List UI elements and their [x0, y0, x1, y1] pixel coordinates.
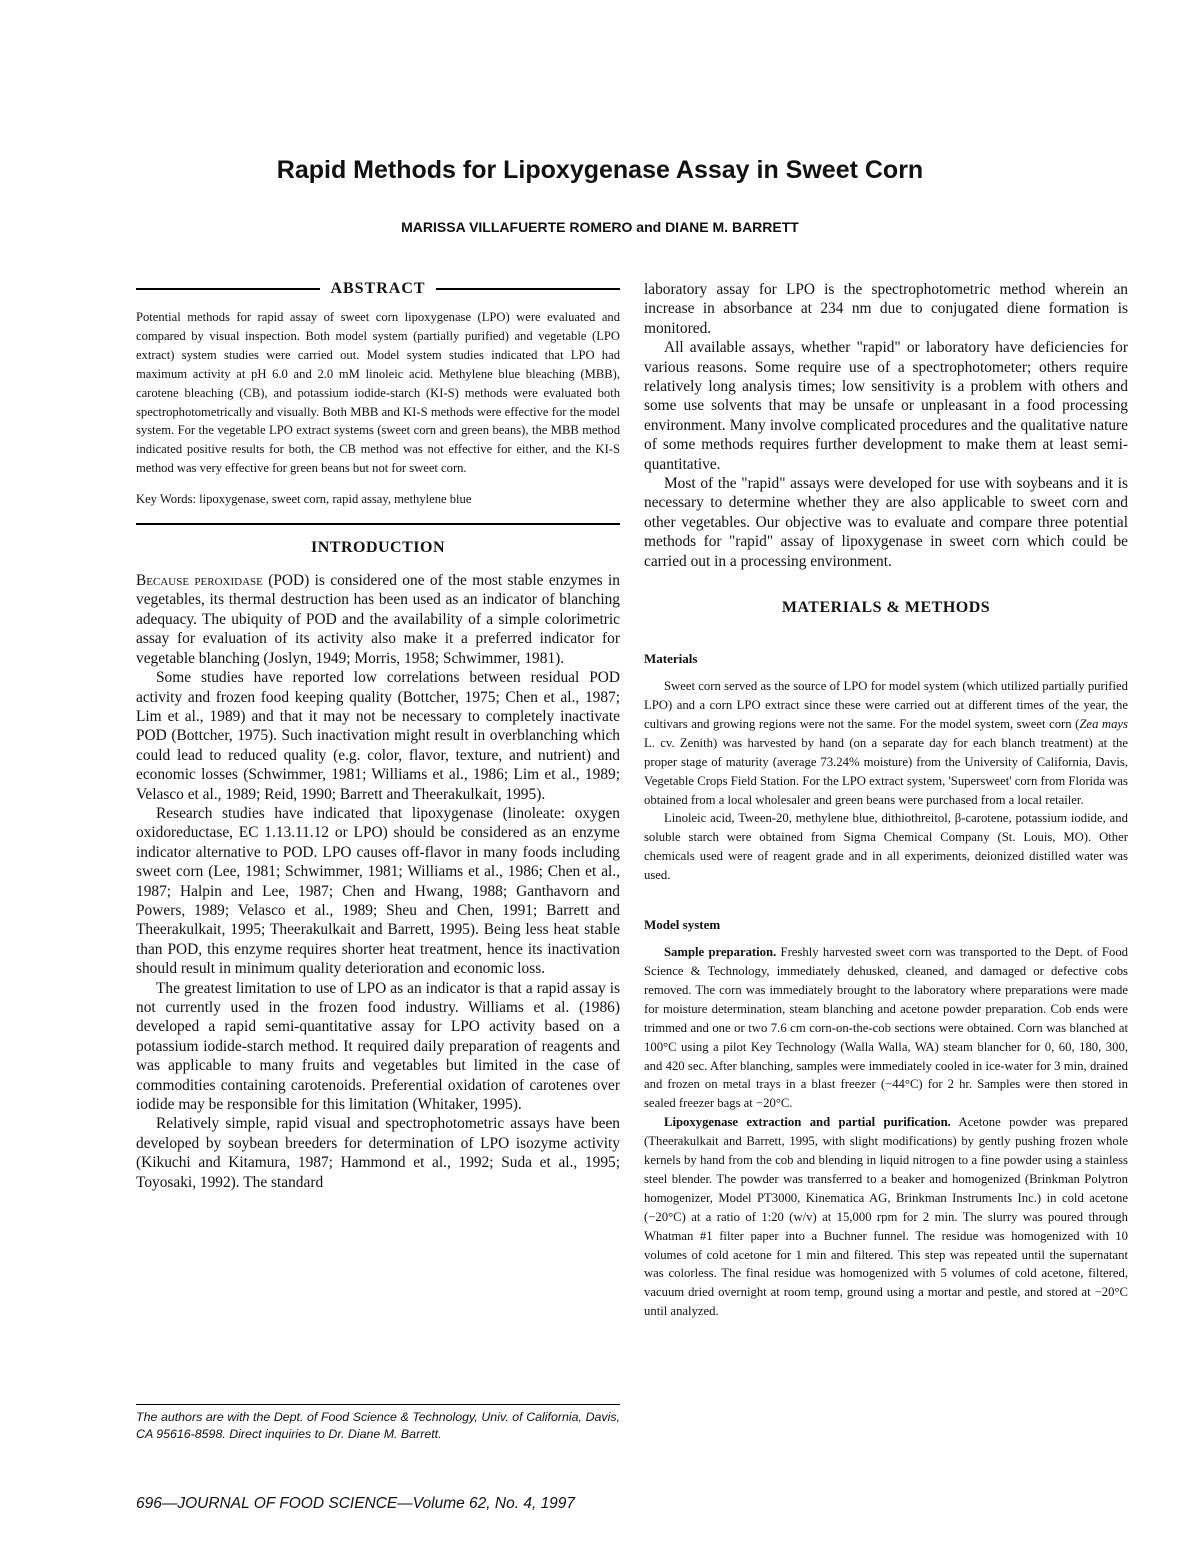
intro-paragraph-text: (POD) is considered one of the most stable enzymes in vegetables, its thermal destruction has been used as an indicator of blanching adequacy. The ubiquity of POD and the availability of a simple colorimetric assay for evaluation of its activity also make it a preferred indicator for vegetable blanching (Joslyn, 1949; Morris, 1958; Schwimmer, 1981).	[136, 572, 620, 667]
model-system-subheading: Model system	[644, 917, 721, 933]
divider	[136, 288, 320, 290]
materials-subheading: Materials	[644, 651, 698, 667]
materials-methods-heading: MATERIALS & METHODS	[781, 599, 991, 617]
intro-paragraph	[136, 571, 620, 668]
abstract-text: Potential methods for rapid assay of sweet corn lipoxygenase (LPO) were evaluated and compared by visual inspection. Both model system (partially purified) and vegetable (LPO extract) system studies were carried out. Model system studies indicated that LPO had maximum activity at pH 6.0 and 2.0 mM linoleic acid. Methylene blue bleaching (MBB), carotene bleaching (CB), and potassium iodide-starch (KI-S) methods were evaluated both spectrophotometrically and visually. Both MBB and KI-S methods were effective for the model system. For the vegetable LPO extract systems (sweet corn and green beans), the MBB method indicated positive results for both, the CB method was not effective for either, and the KI-S method was very effective for green beans but not for sweet corn.	[136, 310, 620, 476]
materials-body	[644, 677, 1128, 885]
page-footer: 696—JOURNAL OF FOOD SCIENCE—Volume 62, No. 4, 1997	[136, 1495, 576, 1512]
intro-paragraph: Relatively simple, rapid visual and spectrophotometric assays have been developed by soybean breeders for determination of LPO isozyme activity (Kikuchi and Kitamura, 1987; Hammond et al., 1992; Suda et al., 1995; Toyosaki, 1992). The standard	[136, 1115, 620, 1191]
intro-paragraph: All available assays, whether "rapid" or laboratory have deficiencies for various reasons. Some require use of a spectrophotometer; others require relatively long analysis times; low sensitivity is a problem with others and some use solvents that may be unsafe or unpleasant in a food processing environment. Many involve complicated procedures and the qualitative nature of some methods requires further development to make them at least semi-quantitative.	[644, 339, 1128, 473]
materials-paragraph	[644, 677, 1128, 809]
methods-paragraph	[644, 943, 1128, 1113]
materials-text: Sweet corn served as the source of LPO for model system (which utilized partially purified LPO) and a corn LPO extract since these were carried out at different times of the year, the cultivars and growing regions were not the same. For the model system, sweet corn (	[644, 679, 1128, 731]
species-name: Zea mays	[1079, 716, 1128, 731]
intro-paragraph: Research studies have indicated that lipoxygenase (linoleate: oxygen oxidoreductase, EC 1.13.11.12 or LPO) should be considered as an enzyme indicator alternative to POD. LPO causes off-flavor in many foods including sweet corn (Lee, 1981; Schwimmer, 1981; Williams et al., 1986; Chen et al., 1987; Halpin and Lee, 1987; Chen and Hwang, 1988; Ganthavorn and Powers, 1989; Velasco et al., 1989; Sheu and Chen, 1991; Barrett and Theerakulkait, 1995; Theerakulkait and Barrett, 1995). Being less heat stable than POD, this enzyme requires shorter heat treatment, hence its inactivation should result in minimum quality deterioration and economic loss.	[136, 804, 620, 978]
page-title: Rapid Methods for Lipoxygenase Assay in Sweet Corn	[276, 156, 924, 184]
intro-paragraph: Some studies have reported low correlations between residual POD activity and frozen food keeping quality (Bottcher, 1975; Chen et al., 1987; Lim et al., 1989) and that it may not be necessary to completely inactivate POD (Bottcher, 1975). Such inactivation might result in overblanching which could lead to reduced quality (e.g. color, flavor, texture, and nutrient) and economic losses (Schwimmer, 1981; Williams et al., 1986; Lim et al., 1989; Velasco et al., 1989; Reid, 1990; Barrett and Theerakulkait, 1995).	[136, 669, 620, 803]
divider	[136, 1404, 620, 1405]
materials-text: L. cv. Zenith) was harvested by hand (on a separate day for each blanch treatment) at the proper stage of maturity (average 73.24% moisture) from the University of California, Davis, Vegetable Crops Field Station. For the LPO extract system, 'Supersweet' corn from Florida was obtained from a local wholesaler and green beans were purchased from a local retailer.	[644, 735, 1128, 807]
intro-paragraph: The greatest limitation to use of LPO as an indicator is that a rapid assay is not currently used in the frozen food industry. Williams et al. (1986) developed a rapid semi-quantitative assay for LPO activity based on a potassium iodide-starch method. It required daily preparation of reagents and was applicable to many fruits and vegetables but limited in the case of commodities containing carotenoids. Preferential oxidation of carotenes over iodide may be responsible for this limitation (Whitaker, 1995).	[136, 979, 620, 1114]
methods-text: Acetone powder was prepared (Theerakulkait and Barrett, 1995, with slight modifications) by gently pushing frozen whole kernels by hand from the cob and blending in liquid nitrogen to a fine powder using a stainless steel blender. The powder was transferred to a beaker and homogenized (Brinkman Polytron homogenizer, Model PT3000, Kinematica AG, Brinkman Instruments Inc.) in cold acetone (−20°C) at a ratio of 1:20 (w/v) at 15,000 rpm for 2 min. The slurry was poured through Whatman #1 filter paper into a Buchner funnel. The residue was homogenized with 10 volumes of cold acetone for 1 min and filtered. This step was repeated until the supernatant was colorless. The final residue was homogenized with 5 volumes of cold acetone, filtered, vacuum dried overnight at room temp, ground using a mortar and pestle, and stored at −20°C until analyzed.	[644, 1115, 1128, 1319]
divider	[136, 523, 620, 525]
intro-paragraph: Most of the "rapid" assays were developed for use with soybeans and it is necessary to determine whether they are also applicable to sweet corn and other vegetables. Our objective was to evaluate and compare three potential methods for "rapid" assay of lipoxygenase in sweet corn which could be carried out in a processing environment.	[644, 475, 1128, 570]
materials-paragraph: Linoleic acid, Tween-20, methylene blue, dithiothreitol, β-carotene, potassium iodide, and soluble starch were obtained from Sigma Chemical Company (St. Louis, MO). Other chemicals used were of reagent grade and in all experiments, deionized distilled water was used.	[644, 811, 1128, 883]
right-column	[644, 280, 1128, 1321]
methods-paragraph	[644, 1113, 1128, 1321]
introduction-body	[136, 571, 620, 1192]
lead-smallcaps: Because peroxidase	[136, 572, 263, 590]
abstract-heading: ABSTRACT	[330, 280, 426, 297]
author-list: MARISSA VILLAFUERTE ROMERO and DIANE M. BARRETT	[401, 219, 799, 235]
intro-continued	[644, 280, 1128, 571]
abstract-heading-bar	[136, 280, 620, 298]
intro-paragraph: laboratory assay for LPO is the spectrophotometric method wherein an increase in absorbance at 234 nm due to conjugated diene formation is monitored.	[644, 281, 1128, 337]
divider	[436, 288, 620, 290]
keywords: Key Words: lipoxygenase, sweet corn, rapid assay, methylene blue	[136, 492, 472, 507]
left-column	[136, 280, 620, 1192]
methods-text: Freshly harvested sweet corn was transported to the Dept. of Food Science & Technology, immediately dehusked, cleaned, and damaged or defective cobs removed. The corn was immediately brought to the laboratory where preparations were made for moisture determination, steam blanching and acetone powder preparation. Cob ends were trimmed and one or two 7.6 cm corn-on-the-cob sections were obtained. Corn was blanched at 100°C using a pilot Key Technology (Walla Walla, WA) steam blancher for 0, 60, 180, 300, and 420 sec. After blanching, samples were immediately cooled in ice-water for 3 min, drained and frozen on metal trays in a blast freezer (−44°C) for 2 hr. Samples were then stored in sealed freezer bags at −20°C.	[644, 945, 1129, 1111]
introduction-heading: INTRODUCTION	[310, 539, 445, 557]
author-affiliation-footnote: The authors are with the Dept. of Food Science & Technology, Univ. of California, Davis, CA 95616-8598. Direct inquiries to Dr. Diane M. Barrett.	[136, 1410, 620, 1441]
abstract	[136, 308, 620, 509]
model-system-body	[644, 943, 1128, 1321]
run-in-heading: Lipoxygenase extraction and partial purification.	[664, 1115, 951, 1130]
run-in-heading: Sample preparation.	[664, 945, 777, 960]
